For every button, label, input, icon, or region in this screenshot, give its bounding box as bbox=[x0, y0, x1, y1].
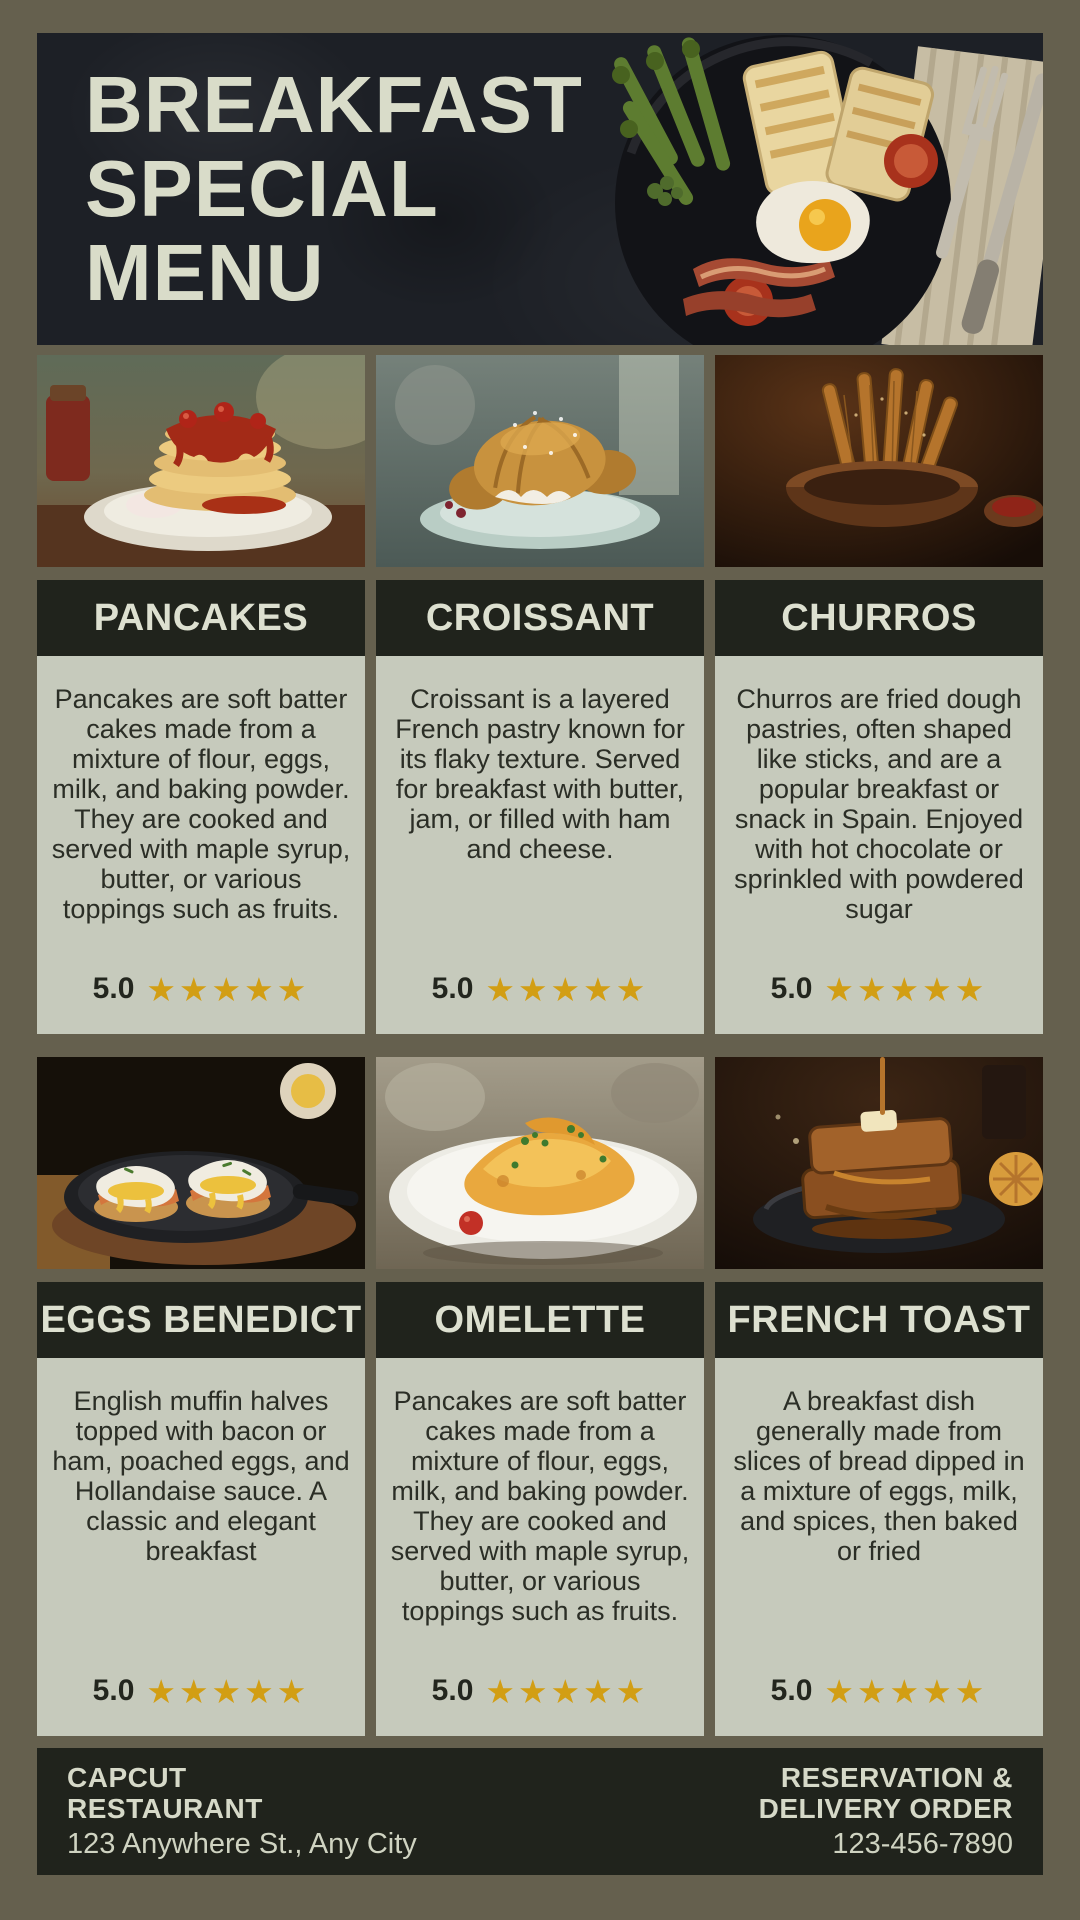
card-title-eggs-benedict: EGGS BENEDICT bbox=[37, 1282, 365, 1358]
card-description-churros: Churros are fried dough pastries, often shaped like sticks, and are a popular breakfast or snack in Spain. Enjoyed with hot chocolate or sprinkled with powdered sugar bbox=[734, 684, 1024, 924]
star-icons: ★★★★★ bbox=[485, 1671, 649, 1711]
star-icons: ★★★★★ bbox=[146, 1671, 310, 1711]
page-title bbox=[85, 60, 583, 317]
croissant-photo bbox=[376, 355, 704, 567]
reservation-line2: DELIVERY ORDER bbox=[758, 1793, 1013, 1824]
eggs-benedict-photo bbox=[37, 1057, 365, 1269]
rating-eggs-benedict bbox=[49, 1671, 353, 1711]
rating-french-toast bbox=[727, 1671, 1031, 1711]
menu-card-pancakes bbox=[37, 355, 365, 1034]
french-toast-photo bbox=[715, 1057, 1043, 1269]
menu-grid bbox=[37, 355, 1043, 1736]
reservation-info bbox=[759, 1762, 1013, 1861]
omelette-photo bbox=[376, 1057, 704, 1269]
card-body-croissant bbox=[376, 656, 704, 1034]
card-body-french-toast bbox=[715, 1358, 1043, 1736]
card-body-churros bbox=[715, 656, 1043, 1034]
restaurant-name-line2: RESTAURANT bbox=[67, 1793, 263, 1824]
rating-omelette bbox=[388, 1671, 692, 1711]
card-description-french-toast: A breakfast dish generally made from slices of bread dipped in a mixture of eggs, milk, and spices, then baked or fried bbox=[733, 1386, 1025, 1566]
page-title-line3: MENU bbox=[85, 228, 325, 317]
reservation-line1: RESERVATION & bbox=[780, 1762, 1013, 1793]
rating-value: 5.0 bbox=[770, 1674, 813, 1707]
star-icons: ★★★★★ bbox=[824, 1671, 988, 1711]
rating-value: 5.0 bbox=[431, 1674, 474, 1707]
card-body-omelette bbox=[376, 1358, 704, 1736]
card-title-croissant: CROISSANT bbox=[376, 580, 704, 656]
card-description-omelette: Pancakes are soft batter cakes made from a mixture of flour, eggs, milk, and baking powder. They are cooked and served with maple syrup, butter, or various toppings such as fruits. bbox=[390, 1386, 690, 1626]
rating-value: 5.0 bbox=[431, 972, 474, 1005]
restaurant-name-line1: CAPCUT bbox=[67, 1762, 187, 1793]
rating-value: 5.0 bbox=[92, 1674, 135, 1707]
menu-card-french-toast bbox=[715, 1057, 1043, 1736]
rating-croissant bbox=[388, 969, 692, 1009]
star-icons: ★★★★★ bbox=[146, 969, 310, 1009]
footer-bar bbox=[37, 1748, 1043, 1875]
header-banner bbox=[37, 33, 1043, 345]
star-icons: ★★★★★ bbox=[824, 969, 988, 1009]
menu-card-omelette bbox=[376, 1057, 704, 1736]
card-body-eggs-benedict bbox=[37, 1358, 365, 1736]
card-title-churros: CHURROS bbox=[715, 580, 1043, 656]
menu-card-croissant bbox=[376, 355, 704, 1034]
rating-churros bbox=[727, 969, 1031, 1009]
card-title-french-toast: FRENCH TOAST bbox=[715, 1282, 1043, 1358]
rating-value: 5.0 bbox=[770, 972, 813, 1005]
card-title-omelette: OMELETTE bbox=[376, 1282, 704, 1358]
card-description-eggs-benedict: English muffin halves topped with bacon or ham, poached eggs, and Hollandaise sauce. A classic and elegant breakfast bbox=[52, 1386, 350, 1566]
churros-photo bbox=[715, 355, 1043, 567]
reservation-phone: 123-456-7890 bbox=[832, 1828, 1013, 1860]
pancakes-photo bbox=[37, 355, 365, 567]
page-title-line2: SPECIAL bbox=[85, 144, 439, 233]
restaurant-info bbox=[67, 1762, 417, 1861]
card-title-pancakes: PANCAKES bbox=[37, 580, 365, 656]
card-body-pancakes bbox=[37, 656, 365, 1034]
card-description-croissant: Croissant is a layered French pastry known for its flaky texture. Served for breakfast with butter, jam, or filled with ham and cheese. bbox=[395, 684, 685, 864]
restaurant-address: 123 Anywhere St., Any City bbox=[67, 1828, 417, 1860]
page-title-line1: BREAKFAST bbox=[85, 60, 583, 149]
rating-pancakes bbox=[49, 969, 353, 1009]
card-description-pancakes: Pancakes are soft batter cakes made from a mixture of flour, eggs, milk, and baking powder. They are cooked and served with maple syrup, butter, or various toppings such as fruits. bbox=[51, 684, 351, 924]
rating-value: 5.0 bbox=[92, 972, 135, 1005]
menu-card-eggs-benedict bbox=[37, 1057, 365, 1736]
star-icons: ★★★★★ bbox=[485, 969, 649, 1009]
menu-card-churros bbox=[715, 355, 1043, 1034]
